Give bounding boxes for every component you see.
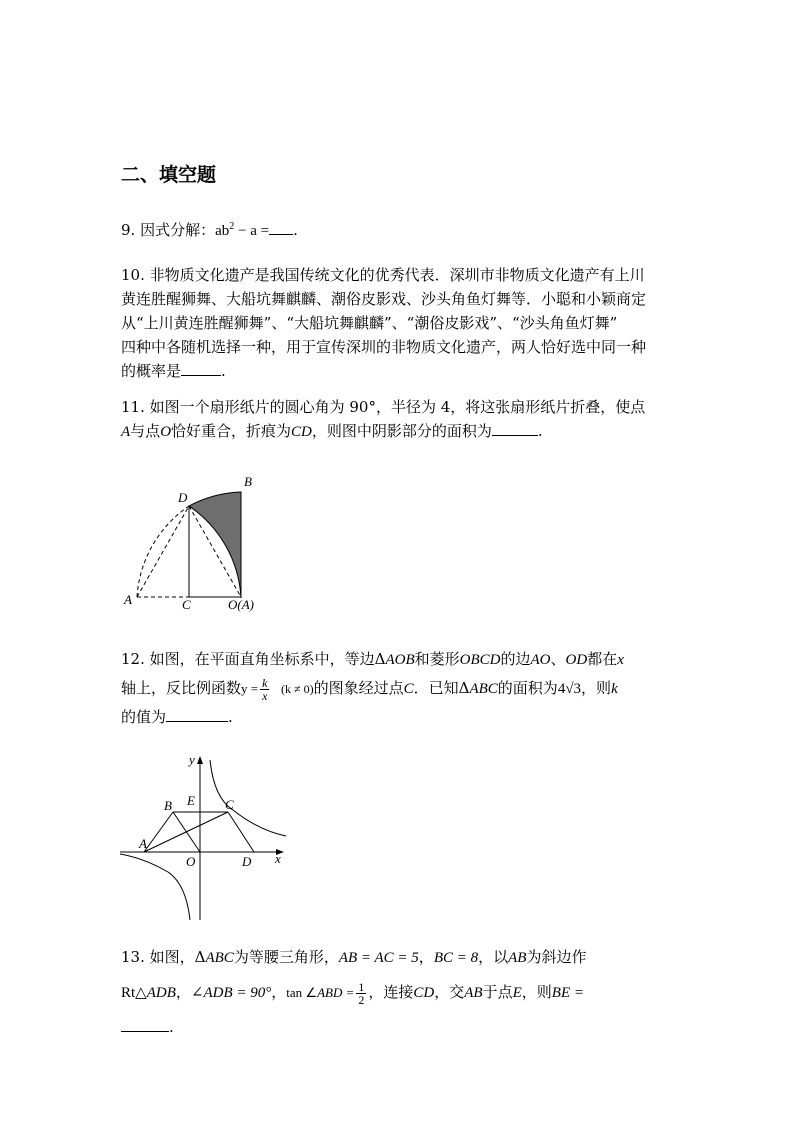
label-o-a: O(A) (228, 597, 254, 612)
q13-cd: CD (413, 985, 435, 1001)
q12-condition: (k ≠ 0) (280, 682, 314, 696)
question-13 (121, 940, 701, 1044)
q13-text: ， (418, 948, 434, 966)
q13-answer-blank[interactable] (121, 1017, 169, 1032)
q12-k-var: k (611, 681, 618, 697)
label-a: A (139, 836, 147, 851)
q11-point-a: A (121, 424, 131, 440)
label-o: O (186, 854, 196, 869)
segment-ab (144, 812, 173, 852)
q12-text: 12. 如图，在平面直角坐标系中，等边 (121, 650, 375, 668)
q13-text: 为斜边作 (526, 948, 587, 966)
q12-text: 的值为 (121, 708, 167, 726)
q12-area-value: 4√3 (557, 681, 582, 697)
q9-expr-exp: 2 (229, 221, 235, 232)
label-b: B (244, 474, 252, 489)
q13-angle: ∠ (190, 983, 204, 1001)
label-x: x (275, 851, 281, 866)
q10-line-2: 黄连胜醒狮舞、大船坑舞麒麟、潮俗皮影戏、沙头角鱼灯舞等．小聪和小颖商定 (121, 290, 647, 308)
q11-text: 恰好重合，折痕为 (171, 422, 292, 440)
q12-text: 轴上，反比例函数 (121, 679, 242, 697)
q10-end: . (221, 362, 226, 380)
question-12 (121, 645, 701, 731)
q12-answer-blank[interactable] (166, 707, 228, 722)
q13-text: 为等腰三角形， (233, 948, 339, 966)
q13-adb: ADB (146, 985, 176, 1001)
q13-triangle-abc: ABC (205, 950, 234, 966)
q13-delta: Δ (194, 948, 206, 966)
q13-tan: tan ∠ (286, 985, 318, 1000)
q9-expr-a: ab (215, 223, 230, 239)
q10-line-1: 10. 非物质文化遗产是我国传统文化的优秀代表．深圳市非物质文化遗产有上川 (121, 266, 645, 284)
q12-frac-num: k (262, 675, 268, 690)
q13-ab: AB (508, 950, 527, 966)
q13-frac-num: 1 (358, 979, 365, 994)
q11-answer-blank[interactable] (492, 421, 538, 436)
shaded-region (189, 492, 241, 598)
q11-text: ，则图中阴影部分的面积为 (311, 422, 492, 440)
q12-text: 、 (550, 650, 566, 668)
q11-point-o: O (160, 424, 172, 440)
q9-number: 9. (121, 221, 136, 239)
q12-x-var: x (617, 652, 624, 668)
q12-text: ，则 (581, 679, 612, 697)
question-10 (121, 263, 701, 383)
q12-triangle-aob: AOB (385, 652, 415, 668)
q12-text: 和菱形 (414, 650, 460, 668)
q13-text: ，连接 (368, 983, 414, 1001)
q12-text: ．已知 (413, 679, 459, 697)
q13-text: ，以 (478, 948, 509, 966)
q13-be: BE = (551, 985, 584, 1001)
q12-side-ao: AO (530, 652, 551, 668)
q9-end: . (293, 221, 298, 239)
q10-answer-blank[interactable] (181, 361, 221, 376)
q9-answer-blank[interactable] (269, 220, 293, 235)
q10-line-3: 从“上川黄连胜醒狮舞”、“大船坑舞麒麟”、“潮俗皮影戏”、“沙头角鱼灯舞” (121, 314, 618, 332)
q12-point-c: C (403, 681, 414, 697)
dashed-segment-ad (137, 506, 189, 597)
q13-text: ， (271, 983, 287, 1001)
q13-point-e: E (512, 985, 522, 1001)
q9-expr-b: − a = (234, 223, 270, 239)
q13-angle-adb: ADB = 90° (203, 985, 272, 1001)
q11-crease-cd: CD (291, 424, 312, 440)
hyperbola-branch-2 (120, 854, 190, 920)
q13-ab: AB (464, 985, 483, 1001)
section-title: 二、填空题 (121, 164, 217, 186)
q13-text: ，则 (521, 983, 552, 1001)
q12-rhombus-obcd: OBCD (459, 652, 501, 668)
q12-text: 的边 (500, 650, 531, 668)
hyperbola-branch-1 (210, 760, 286, 836)
q10-line-4: 四种中各随机选择一种，用于宣传深圳的非物质文化遗产，两人恰好选中同一种 (121, 338, 647, 356)
label-e: E (187, 793, 195, 808)
q11-text: 与点 (130, 422, 161, 440)
q12-delta: Δ (374, 650, 386, 668)
q12-fraction-k-x (260, 677, 269, 702)
label-c: C (182, 597, 191, 612)
q13-text: ， (175, 983, 191, 1001)
q13-abd: ABD = (317, 985, 355, 1000)
segment-cd (228, 812, 254, 852)
q13-end: . (169, 1018, 174, 1036)
question-9 (121, 215, 298, 243)
label-b: B (164, 798, 172, 813)
q13-bc: BC = 8 (433, 950, 479, 966)
q12-delta: Δ (458, 679, 470, 697)
q13-rt-triangle: Rt△ (121, 985, 147, 1001)
q12-triangle-abc: ABC (469, 681, 498, 697)
q13-fraction-half (356, 981, 366, 1006)
y-axis-arrow (197, 756, 203, 764)
label-a: A (124, 592, 132, 607)
q11-end: . (537, 422, 543, 440)
label-d: D (178, 490, 188, 505)
label-y: y (189, 752, 195, 767)
q13-text: 于点 (482, 983, 513, 1001)
q12-func-y: y = (241, 681, 259, 696)
q13-ab-ac: AB = AC = 5 (338, 950, 419, 966)
q13-text: ，交 (434, 983, 465, 1001)
q12-text: 都在 (587, 650, 618, 668)
q12-coordinate-figure (118, 752, 290, 922)
q12-side-od: OD (565, 652, 588, 668)
q12-text: 的图象经过点 (313, 679, 404, 697)
label-d: D (242, 854, 252, 869)
q12-text: 的面积为 (497, 679, 558, 697)
q11-sector-figure (120, 470, 270, 620)
q10-line-5: 的概率是 (121, 362, 182, 380)
label-c: C (225, 797, 234, 812)
q11-line-1: 11. 如图一个扇形纸片的圆心角为 90°，半径为 4，将这张扇形纸片折叠，使点 (121, 398, 646, 416)
q13-text: 13. 如图， (121, 948, 195, 966)
q9-text: 因式分解： (140, 221, 216, 239)
q12-end: . (228, 708, 233, 726)
segment-ac (144, 812, 228, 852)
q13-frac-den: 2 (358, 992, 365, 1007)
q12-frac-den: x (262, 688, 268, 703)
question-11 (121, 395, 701, 444)
